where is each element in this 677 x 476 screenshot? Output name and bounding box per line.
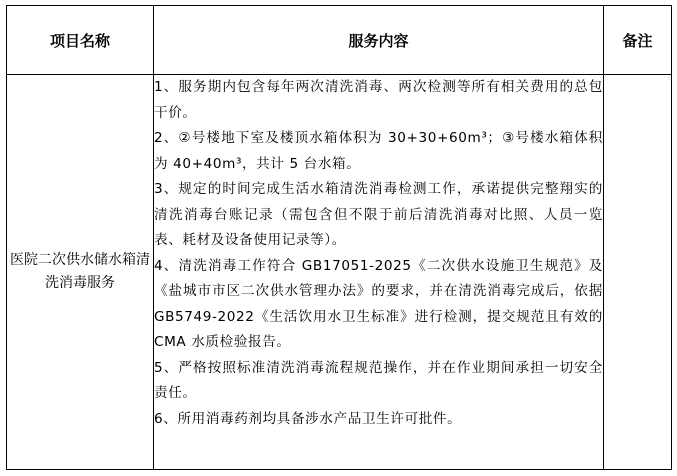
header-row <box>7 6 672 75</box>
service-content-cell <box>154 75 604 470</box>
content-item-1: 1、服务期内包含每年两次清洗消毒、两次检测等所有相关费用的总包干价。 <box>154 79 603 121</box>
service-table <box>6 5 672 470</box>
header-service-content: 服务内容 <box>154 6 604 75</box>
header-note: 备注 <box>604 6 672 75</box>
header-project-name: 项目名称 <box>7 6 154 75</box>
note-cell <box>604 75 672 470</box>
project-name-cell: 医院二次供水储水箱清洗消毒服务 <box>7 75 154 470</box>
content-item-3: 3、规定的时间完成生活水箱清洗消毒检测工作，承诺提供完整翔实的清洗消毒台账记录（需包含但不限于前后清洗消毒对比照、人员一览表、耗材及设备使用记录等）。 <box>154 181 603 248</box>
content-item-5: 5、严格按照标准清洗消毒流程规范操作，并在作业期间承担一切安全责任。 <box>154 359 603 401</box>
content-item-6: 6、所用消毒药剂均具备涉水产品卫生许可批件。 <box>154 410 462 427</box>
content-item-4: 4、清洗消毒工作符合 GB17051-2025《二次供水设施卫生规范》及《盐城市市区二次供水管理办法》的要求，并在清洗消毒完成后，依据 GB5749-2022《生活饮用水卫生标准》进行检测，提交规范且有效的 CMA 水质检验报告。 <box>154 257 603 350</box>
content-item-2: 2、②号楼地下室及楼顶水箱体积为 30+30+60m³；③号楼水箱体积为 40+40m³，共计 5 台水箱。 <box>154 130 603 172</box>
table-row <box>7 75 672 470</box>
